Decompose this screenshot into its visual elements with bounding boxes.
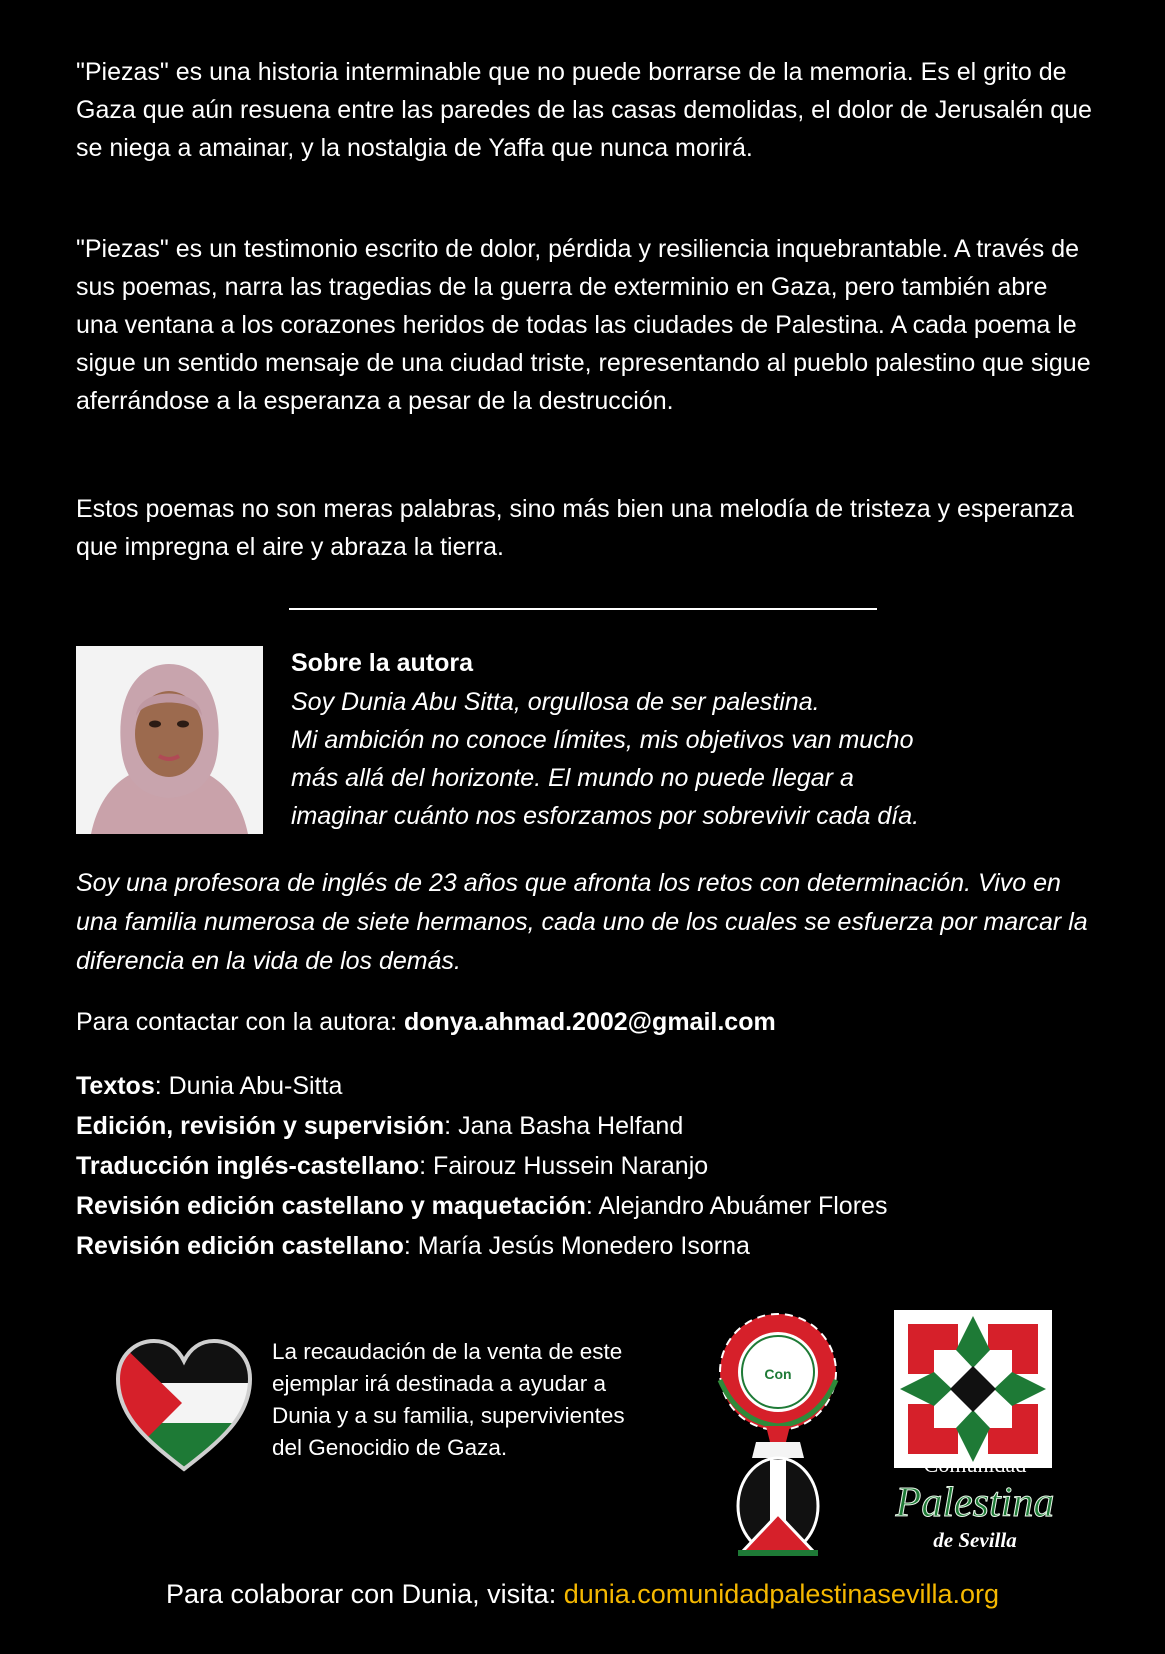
author-photo — [76, 646, 263, 834]
footer-label: Para colaborar con Dunia, visita: — [166, 1579, 564, 1609]
organization-emblem-icon — [708, 1310, 848, 1558]
organization-name-line3: de Sevilla — [933, 1528, 1017, 1552]
footer-url-link[interactable]: dunia.comunidadpalestinasevilla.org — [563, 1579, 999, 1609]
author-quote: Soy Dunia Abu Sitta, orgullosa de ser palestina. Mi ambición no conoce límites, mis objetivos van mucho más allá del horizonte. El mundo no puede llegar a imaginar cuánto nos esforzamos por sobrevivir cada día. — [291, 688, 920, 830]
donation-note: La recaudación de la venta de este ejemplar irá destinada a ayudar a Dunia y a su familia, supervivientes del Genocidio de Gaza. — [272, 1339, 625, 1460]
contact-label: Para contactar con la autora: — [76, 1008, 404, 1036]
contact-email[interactable]: donya.ahmad.2002@gmail.com — [403, 1008, 776, 1036]
footer — [0, 1576, 1165, 1612]
credit-item — [76, 1226, 887, 1266]
credit-name: : Jana Basha Helfand — [444, 1112, 684, 1140]
credit-role: Revisión edición castellano y maquetación — [76, 1192, 586, 1220]
intro-paragraph-3: Estos poemas no son meras palabras, sino más bien una melodía de tristeza y esperanza que impregna el aire y abraza la tierra. — [76, 495, 1074, 561]
emblem-text: Con — [764, 1366, 792, 1382]
author-section-heading: Sobre la autora — [291, 649, 473, 677]
credit-name: : Dunia Abu-Sitta — [154, 1072, 343, 1100]
credit-name: : Fairouz Hussein Naranjo — [419, 1152, 709, 1180]
palestine-flag-heart-icon — [112, 1335, 257, 1473]
credit-item — [76, 1186, 887, 1226]
credit-item — [76, 1106, 887, 1146]
credits-list — [76, 1066, 887, 1266]
intro-paragraph-1: "Piezas" es una historia interminable que no puede borrarse de la memoria. Es el grito de Gaza que aún resuena entre las paredes de las casas demolidas, el dolor de Jerusalén que se niega a amainar, y la nostalgia de Yaffa que nunca morirá. — [76, 58, 1092, 162]
organization-name-line2: Palestina — [895, 1480, 1055, 1526]
credit-name: : María Jesús Monedero Isorna — [403, 1232, 750, 1260]
credit-item — [76, 1066, 887, 1106]
credit-role: Revisión edición castellano — [76, 1232, 404, 1260]
author-bio: Soy una profesora de inglés de 23 años que afronta los retos con determinación. Vivo en una familia numerosa de siete hermanos, cada uno de los cuales se esfuerza por marcar la diferencia en la vida de los demás. — [76, 869, 1088, 975]
credit-role: Textos — [76, 1072, 155, 1100]
credit-role: Edición, revisión y supervisión — [76, 1112, 445, 1140]
organization-name — [880, 1450, 1070, 1554]
organization-name-line1: Comunidad — [923, 1452, 1027, 1477]
author-contact — [76, 1004, 776, 1040]
credit-role: Traducción inglés-castellano — [76, 1152, 420, 1180]
comunidad-palestina-logo-icon — [894, 1310, 1052, 1468]
credit-item — [76, 1146, 887, 1186]
section-divider — [289, 608, 877, 610]
intro-paragraph-2: "Piezas" es un testimonio escrito de dolor, pérdida y resiliencia inquebrantable. A través de sus poemas, narra las tragedias de la guerra de exterminio en Gaza, pero también abre una ventana a los corazones heridos de todas las ciudades de Palestina. A cada poema le sigue un sentido mensaje de una ciudad triste, representando al pueblo palestino que sigue aferrándose a la esperanza a pesar de la destrucción. — [76, 235, 1091, 415]
credit-name: : Alejandro Abuámer Flores — [585, 1192, 888, 1220]
